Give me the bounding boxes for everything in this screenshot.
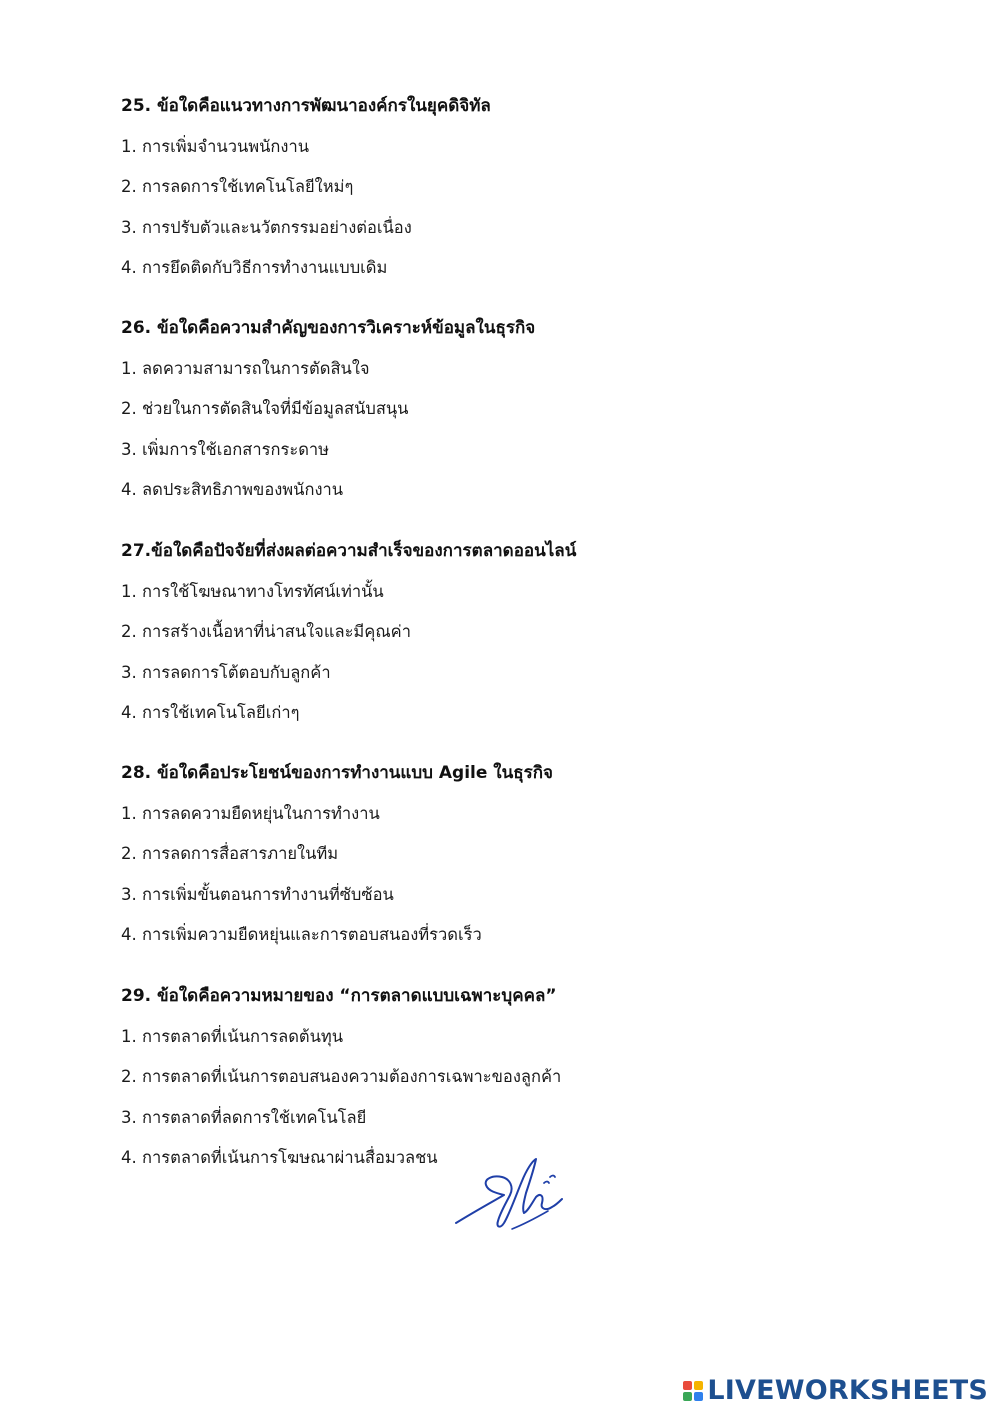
- question-title: 27.ข้อใดคือปัจจัยที่ส่งผลต่อความสำเร็จของการตลาดออนไลน์: [121, 541, 577, 561]
- option-1[interactable]: 1. ลดความสามารถในการตัดสินใจ: [121, 358, 370, 378]
- question-26: [121, 316, 881, 502]
- question-title: 26. ข้อใดคือความสำคัญของการวิเคราะห์ข้อมูลในธุรกิจ: [121, 318, 536, 338]
- liveworksheets-logo[interactable]: [683, 1374, 988, 1408]
- logo-square: [683, 1381, 692, 1390]
- option-1[interactable]: 1. การลดความยืดหยุ่นในการทำงาน: [121, 803, 380, 823]
- option-4[interactable]: 4. การตลาดที่เน้นการโฆษณาผ่านสื่อมวลชน: [121, 1148, 438, 1167]
- option-3[interactable]: 3. การเพิ่มขั้นตอนการทำงานที่ซับซ้อน: [121, 884, 394, 904]
- logo-square: [694, 1381, 703, 1390]
- handwritten-signature-icon: [452, 1155, 567, 1235]
- option-4[interactable]: 4. การเพิ่มความยืดหยุ่นและการตอบสนองที่รวดเร็ว: [121, 925, 482, 944]
- option-4[interactable]: 4. ลดประสิทธิภาพของพนักงาน: [121, 480, 344, 499]
- question-title: 25. ข้อใดคือแนวทางการพัฒนาองค์กรในยุคดิจิทัล: [121, 96, 491, 116]
- logo-square: [694, 1392, 703, 1401]
- question-25: [121, 94, 881, 280]
- option-1[interactable]: 1. การตลาดที่เน้นการลดต้นทุน: [121, 1026, 344, 1046]
- logo-squares-icon: [683, 1381, 703, 1401]
- option-3[interactable]: 3. เพิ่มการใช้เอกสารกระดาษ: [121, 439, 330, 459]
- option-2[interactable]: 2. การลดการใช้เทคโนโลยีใหม่ๆ: [121, 177, 354, 196]
- question-28: [121, 761, 881, 947]
- option-2[interactable]: 2. การตลาดที่เน้นการตอบสนองความต้องการเฉพาะของลูกค้า: [121, 1067, 562, 1086]
- option-3[interactable]: 3. การลดการโต้ตอบกับลูกค้า: [121, 662, 331, 682]
- option-3[interactable]: 3. การตลาดที่ลดการใช้เทคโนโลยี: [121, 1107, 367, 1127]
- option-2[interactable]: 2. ช่วยในการตัดสินใจที่มีข้อมูลสนับสนุน: [121, 399, 409, 418]
- question-29: [121, 984, 881, 1170]
- logo-text: LIVEWORKSHEETS: [707, 1375, 988, 1406]
- option-4[interactable]: 4. การใช้เทคโนโลยีเก่าๆ: [121, 703, 300, 722]
- question-title: 29. ข้อใดคือความหมายของ “การตลาดแบบเฉพาะบุคคล”: [121, 986, 557, 1006]
- option-3[interactable]: 3. การปรับตัวและนวัตกรรมอย่างต่อเนื่อง: [121, 217, 412, 237]
- option-2[interactable]: 2. การลดการสื่อสารภายในทีม: [121, 844, 339, 863]
- option-1[interactable]: 1. การใช้โฆษณาทางโทรทัศน์เท่านั้น: [121, 581, 384, 601]
- question-27: [121, 539, 881, 725]
- option-2[interactable]: 2. การสร้างเนื้อหาที่น่าสนใจและมีคุณค่า: [121, 622, 411, 641]
- logo-square: [683, 1392, 692, 1401]
- option-4[interactable]: 4. การยึดติดกับวิธีการทำงานแบบเดิม: [121, 258, 388, 277]
- option-1[interactable]: 1. การเพิ่มจำนวนพนักงาน: [121, 136, 310, 156]
- question-title: 28. ข้อใดคือประโยชน์ของการทำงานแบบ Agile ในธุรกิจ: [121, 763, 553, 783]
